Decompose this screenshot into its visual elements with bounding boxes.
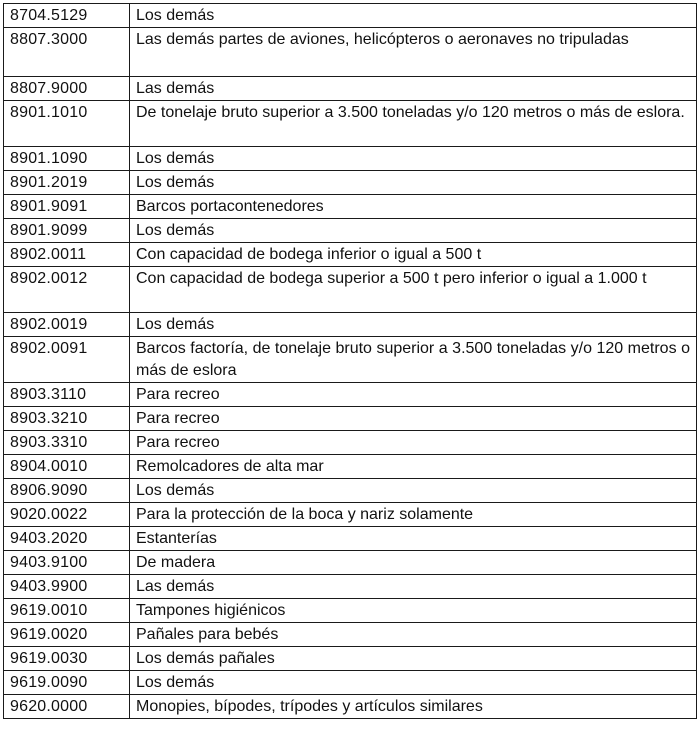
- table-row: [4, 407, 697, 431]
- description-cell: Las demás partes de aviones, helicópteros o aeronaves no tripuladas: [130, 28, 697, 77]
- table-row: [4, 455, 697, 479]
- tariff-code-cell: 8901.2019: [4, 171, 130, 195]
- description-cell: Las demás: [130, 77, 697, 101]
- description-cell: Los demás: [130, 313, 697, 337]
- tariff-code-cell: 8902.0012: [4, 267, 130, 313]
- table-row: [4, 77, 697, 101]
- table-row: [4, 431, 697, 455]
- tariff-table: [3, 3, 697, 719]
- description-cell: Los demás: [130, 147, 697, 171]
- table-row: [4, 147, 697, 171]
- tariff-code-cell: 8901.9091: [4, 195, 130, 219]
- table-row: [4, 4, 697, 28]
- table-row: [4, 527, 697, 551]
- description-cell: Con capacidad de bodega superior a 500 t pero inferior o igual a 1.000 t: [130, 267, 697, 313]
- description-cell: Pañales para bebés: [130, 623, 697, 647]
- tariff-code-cell: 8903.3210: [4, 407, 130, 431]
- description-cell: Tampones higiénicos: [130, 599, 697, 623]
- tariff-code-cell: 8902.0091: [4, 337, 130, 383]
- table-row: [4, 28, 697, 77]
- description-cell: Los demás: [130, 671, 697, 695]
- description-cell: Estanterías: [130, 527, 697, 551]
- description-cell: Barcos portacontenedores: [130, 195, 697, 219]
- table-row: [4, 623, 697, 647]
- description-cell: Los demás: [130, 219, 697, 243]
- tariff-code-cell: 8704.5129: [4, 4, 130, 28]
- table-row: [4, 337, 697, 383]
- tariff-code-cell: 9403.9100: [4, 551, 130, 575]
- tariff-code-cell: 9619.0030: [4, 647, 130, 671]
- tariff-code-cell: 9403.2020: [4, 527, 130, 551]
- tariff-code-cell: 8807.9000: [4, 77, 130, 101]
- tariff-code-cell: 9620.0000: [4, 695, 130, 719]
- description-cell: Para recreo: [130, 407, 697, 431]
- tariff-code-cell: 9619.0010: [4, 599, 130, 623]
- table-row: [4, 575, 697, 599]
- tariff-table-body: [4, 4, 697, 719]
- tariff-code-cell: 8903.3310: [4, 431, 130, 455]
- tariff-code-cell: 8906.9090: [4, 479, 130, 503]
- table-row: [4, 101, 697, 147]
- table-row: [4, 313, 697, 337]
- description-cell: Las demás: [130, 575, 697, 599]
- description-cell: Para recreo: [130, 383, 697, 407]
- description-cell: Con capacidad de bodega inferior o igual a 500 t: [130, 243, 697, 267]
- tariff-code-cell: 8904.0010: [4, 455, 130, 479]
- tariff-code-cell: 9020.0022: [4, 503, 130, 527]
- description-cell: Los demás pañales: [130, 647, 697, 671]
- description-cell: Para recreo: [130, 431, 697, 455]
- description-cell: Barcos factoría, de tonelaje bruto superior a 3.500 toneladas y/o 120 metros o más de eslora: [130, 337, 697, 383]
- tariff-code-cell: 8902.0011: [4, 243, 130, 267]
- table-row: [4, 219, 697, 243]
- description-cell: Los demás: [130, 171, 697, 195]
- table-row: [4, 599, 697, 623]
- description-cell: Remolcadores de alta mar: [130, 455, 697, 479]
- table-row: [4, 647, 697, 671]
- description-cell: Monopies, bípodes, trípodes y artículos similares: [130, 695, 697, 719]
- tariff-code-cell: 8903.3110: [4, 383, 130, 407]
- tariff-code-cell: 8902.0019: [4, 313, 130, 337]
- tariff-code-cell: 9619.0020: [4, 623, 130, 647]
- description-cell: Los demás: [130, 479, 697, 503]
- table-row: [4, 551, 697, 575]
- table-row: [4, 503, 697, 527]
- description-cell: De tonelaje bruto superior a 3.500 toneladas y/o 120 metros o más de eslora.: [130, 101, 697, 147]
- tariff-code-cell: 9619.0090: [4, 671, 130, 695]
- table-row: [4, 267, 697, 313]
- tariff-code-cell: 8901.9099: [4, 219, 130, 243]
- table-row: [4, 383, 697, 407]
- description-cell: Los demás: [130, 4, 697, 28]
- table-row: [4, 171, 697, 195]
- table-row: [4, 479, 697, 503]
- table-row: [4, 671, 697, 695]
- tariff-code-cell: 9403.9900: [4, 575, 130, 599]
- description-cell: De madera: [130, 551, 697, 575]
- tariff-code-cell: 8901.1090: [4, 147, 130, 171]
- table-row: [4, 195, 697, 219]
- tariff-code-cell: 8901.1010: [4, 101, 130, 147]
- description-cell: Para la protección de la boca y nariz solamente: [130, 503, 697, 527]
- table-row: [4, 243, 697, 267]
- tariff-code-cell: 8807.3000: [4, 28, 130, 77]
- table-row: [4, 695, 697, 719]
